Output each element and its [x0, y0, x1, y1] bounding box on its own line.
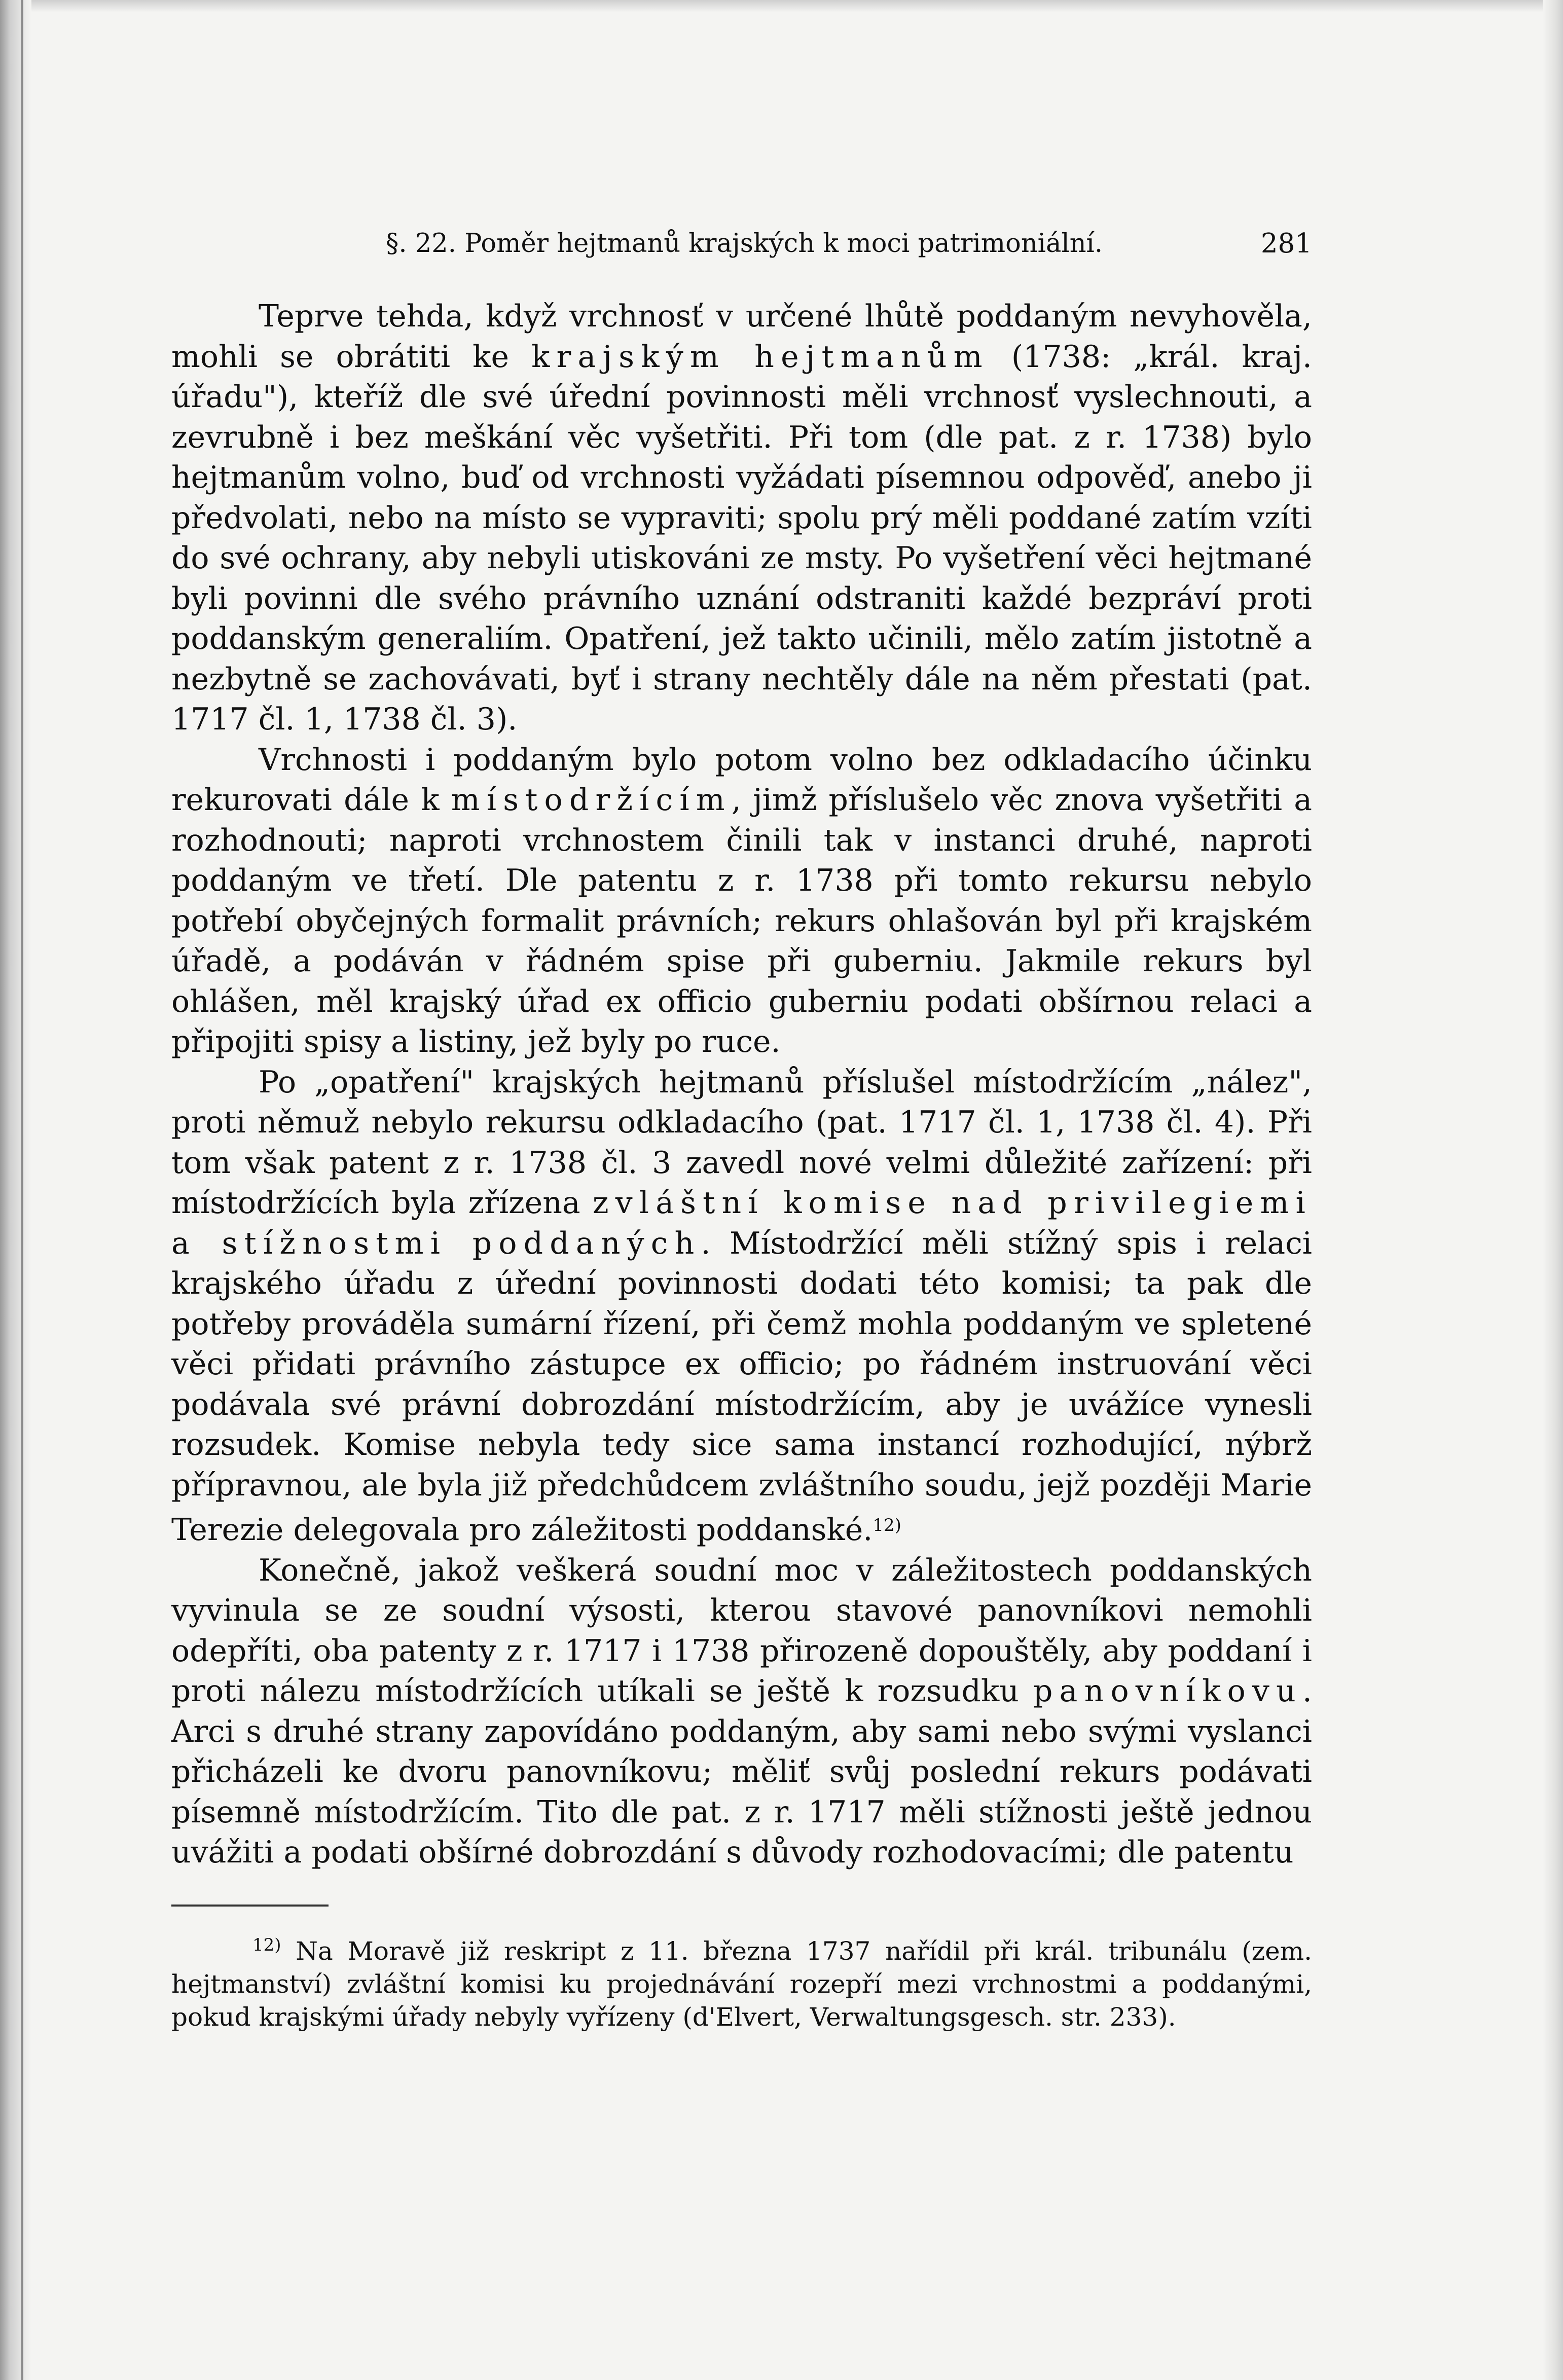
- page-binding-line: [21, 0, 23, 2380]
- spaced-emphasis: panovníkovu: [1033, 1673, 1302, 1709]
- paragraph: [171, 740, 1312, 1063]
- text-run: Vrchnosti i poddaným bylo potom volno bez odkladacího účinku rekurovati dále k: [171, 742, 1312, 818]
- spaced-emphasis: krajským hejtmanům: [531, 339, 989, 375]
- text-run: Po „opatření" krajských hejtmanů příslušel místodržícím „nález", proti němuž nebylo rekursu odkladacího (pat. 1717 čl. 1, 1738 čl. 4). Při tom však patent z r. 1738 čl. 3 zavedl nové velmi důležité zařízení: při místodržících byla zřízena: [171, 1064, 1312, 1221]
- page-top-shadow: [0, 0, 1563, 12]
- page-header: [171, 226, 1312, 262]
- spaced-emphasis: zvláštní komise nad privilegiemi a stížnostmi poddaných: [171, 1185, 1312, 1261]
- main-text: [171, 297, 1312, 1873]
- paragraph: [171, 1551, 1312, 1873]
- text-run: . Místodržící měli stížný spis i relaci krajského úřadu z úřední povinnosti dodati této komisi; ta pak dle potřeby prováděla sumární řízení, při čemž mohla poddaným ve spletené věci přidati právního zástupce ex officio; po řádném instruování věci podávala své právní dobrozdání místodržícím, aby je uvážíce vynesli rozsudek. Komise nebyla tedy sice sama instancí rozhodující, nýbrž přípravnou, ale byla již předchůdcem zvláštního soudu, jejž později Marie Terezie delegovala pro záležitosti poddanské.: [171, 1225, 1312, 1548]
- footnote-mark: 12): [252, 1935, 281, 1955]
- footnote-text: Na Moravě již reskript z 11. března 1737 nařídil při král. tribunálu (zem. hejtmanství) zvláštní komisi ku projednávání rozepří mezi vrchnostmi a poddanými, pokud krajskými úřady nebyly vyřízeny (d'Elvert, Verwaltungsgesch. str. 233).: [171, 1936, 1312, 2032]
- paragraph: [171, 297, 1312, 740]
- text-run: (1738: „král. kraj. úřadu"), kteříž dle své úřední povinnosti měli vrchnosť vyslechnouti, a zevrubně i bez meškání věc vyšetřiti. Při tom (dle pat. z r. 1738) bylo hejtmanům volno, buď od vrchnosti vyžádati písemnou odpověď, anebo ji předvolati, nebo na místo se vypraviti; spolu prý měli poddané zatím vzíti do své ochrany, aby nebyli utiskováni ze msty. Po vyšetření věci hejtmané byli povinni dle svého právního uznání odstraniti každé bezpráví proti poddanským generaliím. Opatření, jež takto učinili, mělo zatím jistotně a nezbytně se zachovávati, byť i strany nechtěly dále na něm přestati (pat. 1717 čl. 1, 1738 čl. 3).: [171, 339, 1312, 737]
- text-run: Teprve tehda, když vrchnosť v určené lhůtě poddaným nevyhověla, mohli se obrátiti ke: [171, 299, 1312, 375]
- footnotes: [171, 1929, 1312, 2034]
- page-left-gutter-shadow: [0, 0, 31, 2380]
- footnote: [171, 1929, 1312, 2034]
- page-number: 281: [1260, 228, 1312, 259]
- text-run: . Arci s druhé strany zapovídáno poddaným, aby sami nebo svými vyslanci přicházeli ke dvoru panovníkovu; měliť svůj poslední rekurs podávati písemně místodržícím. Tito dle pat. z r. 1717 měli stížnosti ještě jednou uvážiti a podati obšírné dobrozdání s důvody rozhodovacími; dle patentu: [171, 1673, 1312, 1870]
- running-head: §. 22. Poměr hejtmanů krajských k moci patrimoniální.: [385, 229, 1103, 259]
- paragraph: [171, 1063, 1312, 1551]
- page-right-shadow: [1543, 0, 1563, 2380]
- spaced-emphasis: místodržícím: [451, 782, 732, 818]
- text-run: , jimž příslušelo věc znova vyšetřiti a rozhodnouti; naproti vrchnostem činili tak v instanci druhé, naproti poddaným ve třetí. Dle patentu z r. 1738 při tomto rekursu nebylo potřebí obyčejných formalit právních; rekurs ohlašován byl při krajském úřadě, a podáván v řádném spise při guberniu. Jakmile rekurs byl ohlášen, měl krajský úřad ex officio guberniu podati obšírnou relaci a připojiti spisy a listiny, jež byly po ruce.: [171, 782, 1312, 1059]
- footnote-reference: 12): [873, 1515, 901, 1535]
- footnote-divider: [171, 1905, 329, 1907]
- text-run: Konečně, jakož veškerá soudní moc v záležitostech poddanských vyvinula se ze soudní výsosti, kterou stavové panovníkovi nemohli odepříti, oba patenty z r. 1717 i 1738 přirozeně dopouštěly, aby poddaní i proti nálezu místodržících utíkali se ještě k rozsudku: [171, 1552, 1312, 1709]
